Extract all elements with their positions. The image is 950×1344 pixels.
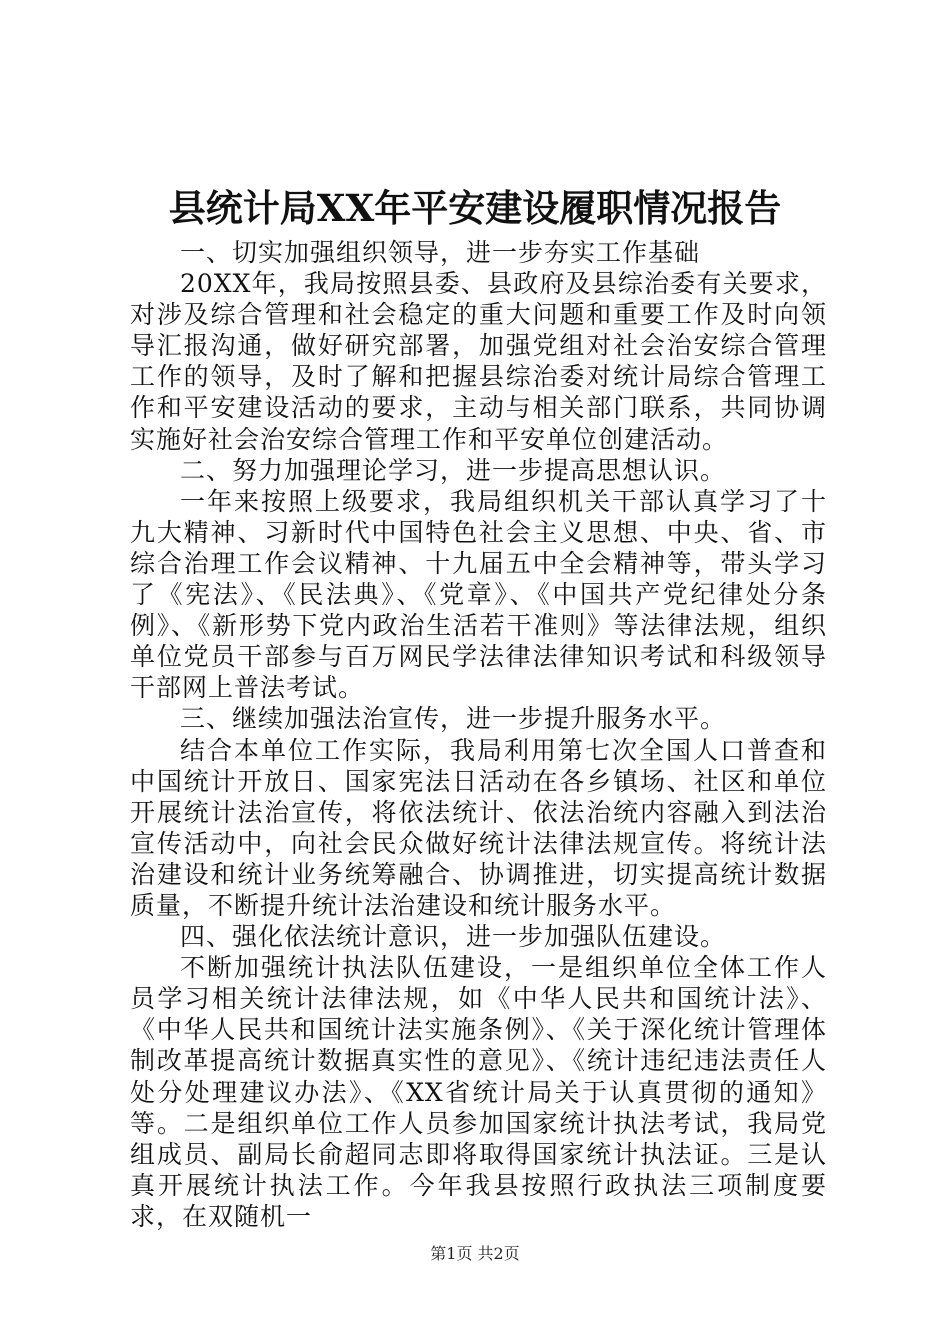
section-heading-4: 四、强化依法统计意识，进一步加强队伍建设。 xyxy=(180,922,727,952)
document-title: 县统计局XX年平安建设履职情况报告 xyxy=(168,186,782,230)
page-footer: 第1页 共2页 xyxy=(430,1244,520,1263)
document-body xyxy=(130,237,827,1232)
paragraph-1: 20XX年，我局按照县委、县政府及县综治委有关要求，对涉及综合管理和社会稳定的重大问题和重要工作及时向领导汇报沟通，做好研究部署，加强党组对社会治安综合管理工作的领导，及时了解和把握县综治委对统计局综合管理工作和平安建设活动的要求，主动与相关部门联系，共同协调实施好社会治安综合管理工作和平安单位创建活动。 xyxy=(130,269,827,454)
section-heading-2: 二、努力加强理论学习，进一步提高思想认识。 xyxy=(180,455,727,485)
section-heading-3: 三、继续加强法治宣传，进一步提升服务水平。 xyxy=(180,704,727,734)
section-heading-1: 一、切实加强组织领导，进一步夯实工作基础 xyxy=(180,238,701,267)
paragraph-3: 结合本单位工作实际，我局利用第七次全国人口普查和中国统计开放日、国家宪法日活动在各乡镇场、社区和单位开展统计法治宣传，将依法统计、依法治统内容融入到法治宣传活动中，向社会民众做好统计法律法规宣传。将统计法治建设和统计业务统筹融合、协调推进，切实提高统计数据质量，不断提升统计法治建设和统计服务水平。 xyxy=(130,735,827,920)
paragraph-4: 不断加强统计执法队伍建设，一是组织单位全体工作人员学习相关统计法律法规，如《中华人民共和国统计法》、《中华人民共和国统计法实施条例》、《关于深化统计管理体制改革提高统计数据真实性的意见》、《统计违纪违法责任人处分处理建议办法》、《XX省统计局关于认真贯彻的通知》等。二是组织单位工作人员参加国家统计执法考试，我局党组成员、副局长俞超同志即将取得国家统计执法证。三是认真开展统计执法工作。今年我县按照行政执法三项制度要求，在双随机一 xyxy=(130,953,827,1231)
paragraph-2: 一年来按照上级要求，我局组织机关干部认真学习了十九大精神、习新时代中国特色社会主义思想、中央、省、市综合治理工作会议精神、十九届五中全会精神等，带头学习了《宪法》、《民法典》、《党章》、《中国共产党纪律处分条例》、《新形势下党内政治生活若干准则》等法律法规，组织单位党员干部参与百万网民学法律法律知识考试和科级领导干部网上普法考试。 xyxy=(130,486,827,703)
